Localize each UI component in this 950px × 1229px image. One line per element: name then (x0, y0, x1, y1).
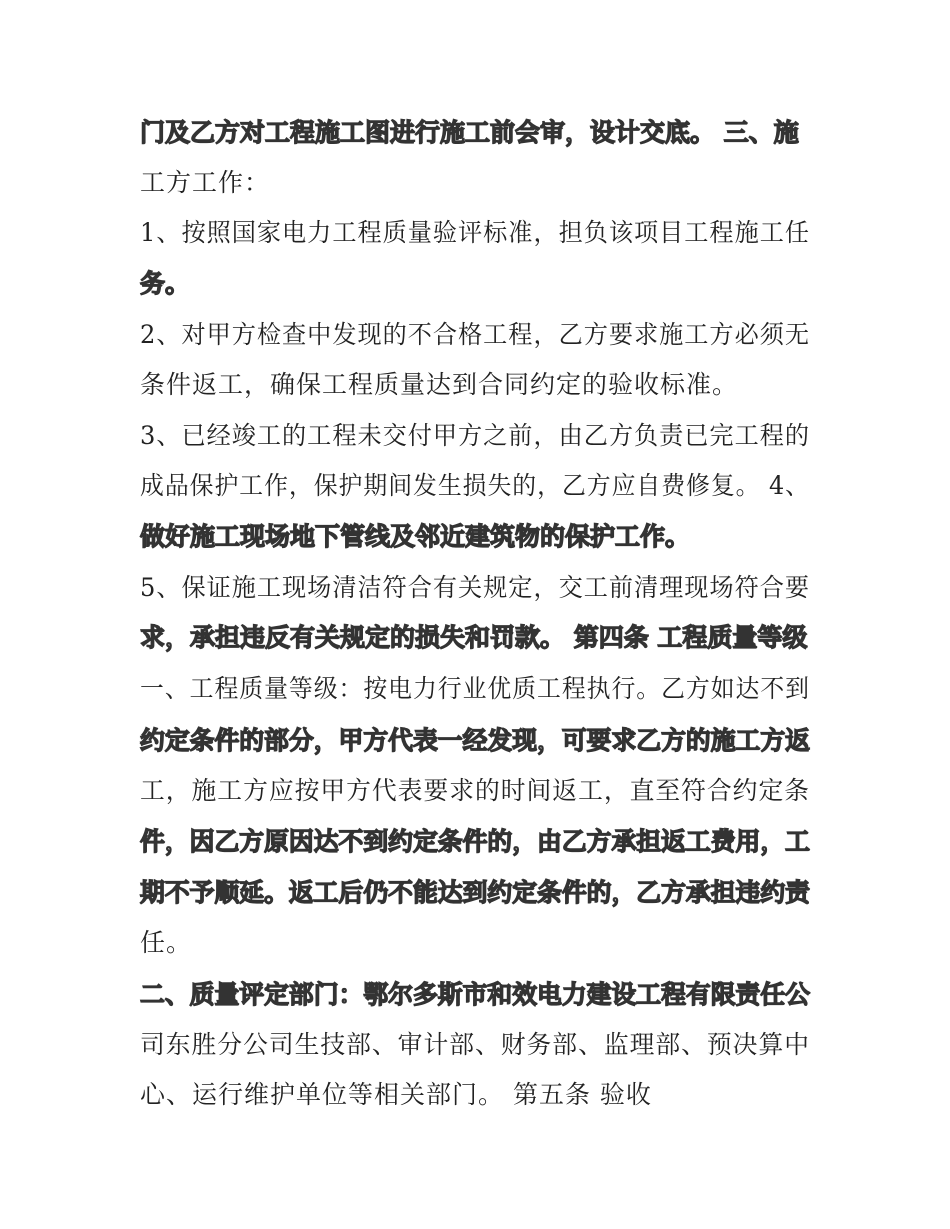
text-line: 心、运行维护单位等相关部门。 第五条 验收 (140, 1080, 652, 1109)
text-line: 一、工程质量等级：按电力行业优质工程执行。乙方如达不到 (140, 674, 810, 703)
text-line: 工方工作： (140, 168, 271, 197)
text-line: 5、保证施工现场清洁符合有关规定，交工前清理现场符合要 (140, 573, 810, 602)
text-line: 件，因乙方原因达不到约定条件的，由乙方承担返工费用，工 (140, 827, 810, 856)
text-line: 求，承担违反有关规定的损失和罚款。 第四条 工程质量等级 (140, 623, 808, 652)
text-line: 2、对甲方检查中发现的不合格工程，乙方要求施工方必须无 (140, 320, 810, 349)
text-line: 约定条件的部分，甲方代表一经发现，可要求乙方的施工方返 (140, 726, 810, 755)
text-line: 二、质量评定部门：鄂尔多斯市和效电力建设工程有限责任公 (140, 980, 810, 1009)
text-line: 3、已经竣工的工程未交付甲方之前，由乙方负责已完工程的 (140, 421, 810, 450)
text-line: 期不予顺延。返工后仍不能达到约定条件的，乙方承担违约责 (140, 878, 810, 907)
text-line: 做好施工现场地下管线及邻近建筑物的保护工作。 (140, 522, 691, 551)
text-line: 任。 (140, 928, 193, 957)
text-line: 1、按照国家电力工程质量验评标准，担负该项目工程施工任 (140, 218, 810, 247)
text-line: 务。 (140, 269, 191, 298)
text-line: 门及乙方对工程施工图进行施工前会审，设计交底。 三、施 (140, 118, 799, 147)
text-line: 条件返工，确保工程质量达到合同约定的验收标准。 (140, 370, 739, 399)
text-line: 成品保护工作，保护期间发生损失的，乙方应自费修复。 4、 (140, 471, 810, 500)
text-line: 工，施工方应按甲方代表要求的时间返工，直至符合约定条 (140, 776, 810, 805)
text-line: 司东胜分公司生技部、审计部、财务部、监理部、预决算中 (140, 1030, 810, 1059)
